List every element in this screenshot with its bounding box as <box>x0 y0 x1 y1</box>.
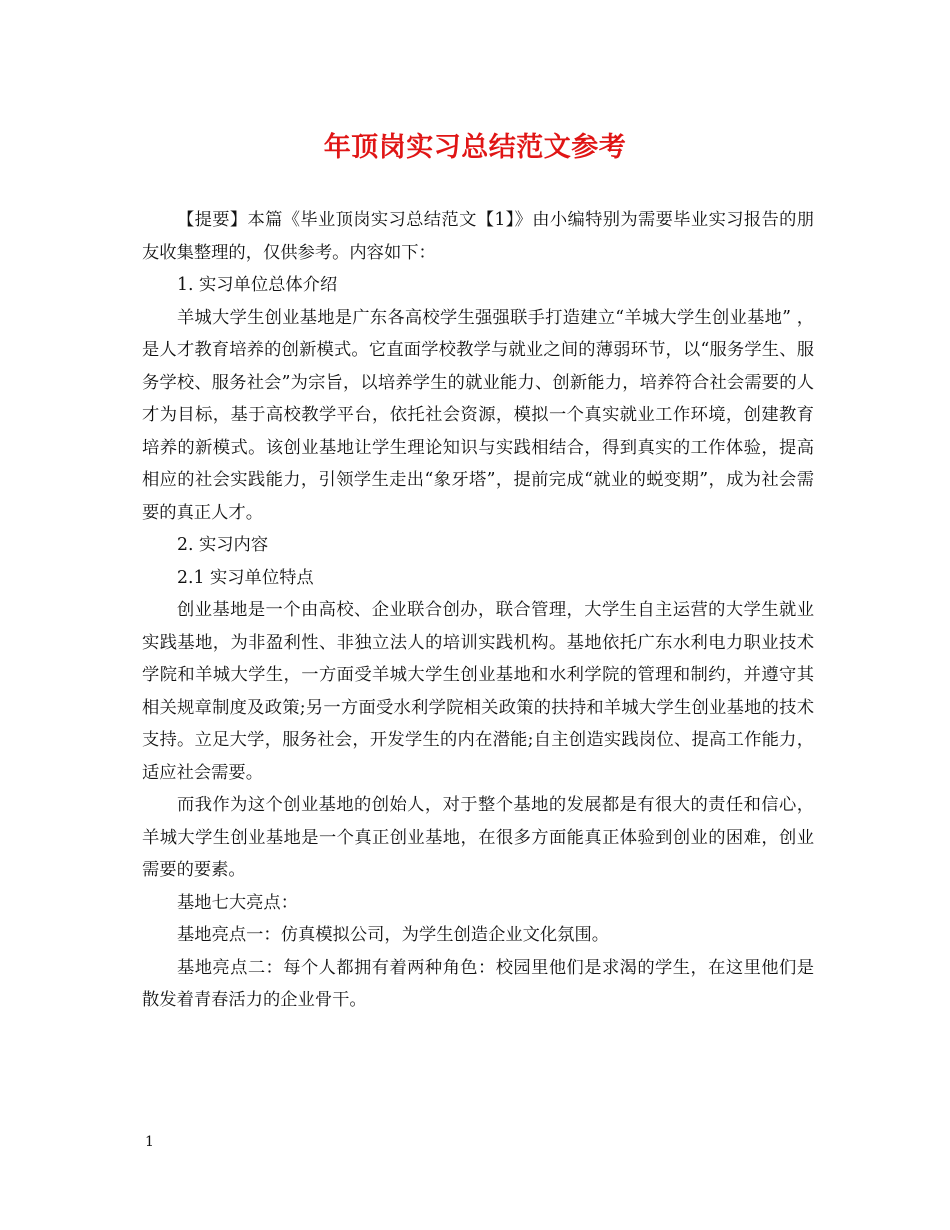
subsection-heading-2-1: 2.1 实习单位特点 <box>177 567 314 588</box>
paragraph-highlight-2: 基地亮点二：每个人都拥有着两种角色：校园里他们是求渴的学生，在这里他们是散发着青春活力的企业骨干。 <box>142 957 814 1010</box>
document-title: 年顶岗实习总结范文参考 <box>323 132 627 163</box>
paragraph-highlights-heading: 基地七大亮点： <box>177 892 298 913</box>
section-heading-1: 1. 实习单位总体介绍 <box>177 275 338 295</box>
paragraph-founder: 而我作为这个创业基地的创始人，对于整个基地的发展都是有很大的责任和信心，羊城大学生创业基地是一个真正创业基地，在很多方面能真正体验到创业的困难，创业需要的要素。 <box>142 795 814 880</box>
paragraph-abstract: 【提要】本篇《毕业顶岗实习总结范文【1】》由小编特别为需要毕业实习报告的朋友收集整理的，仅供参考。内容如下： <box>142 210 814 263</box>
document-body <box>142 204 814 1017</box>
paragraph-highlight-1: 基地亮点一：仿真模拟公司，为学生创造企业文化氛围。 <box>177 925 610 945</box>
page-number: 1 <box>145 1134 154 1150</box>
paragraph-unit-features: 创业基地是一个由高校、企业联合创办，联合管理，大学生自主运营的大学生就业实践基地，为非盈利性、非独立法人的培训实践机构。基地依托广东水利电力职业技术学院和羊城大学生，一方面受羊城大学生创业基地和水利学院的管理和制约，并遵守其相关规章制度及政策;另一方面受水利学院相关政策的扶持和羊城大学生创业基地的技术支持。立足大学，服务社会，开发学生的内在潜能;自主创造实践岗位、提高工作能力，适应社会需要。 <box>142 600 814 783</box>
paragraph-unit-introduction: 羊城大学生创业基地是广东各高校学生强强联手打造建立“羊城大学生创业基地” ，是人才教育培养的创新模式。它直面学校教学与就业之间的薄弱环节，以“服务学生、服务学校、服务社会”为宗旨，以培养学生的就业能力、创新能力，培养符合社会需要的人才为目标，基于高校教学平台，依托社会资源，模拟一个真实就业工作环境，创建教育培养的新模式。该创业基地让学生理论知识与实践相结合，得到真实的工作体验，提高相应的社会实践能力，引领学生走出“象牙塔”，提前完成“就业的蜕变期”，成为社会需要的真正人才。 <box>142 307 814 523</box>
section-heading-2: 2. 实习内容 <box>177 535 269 555</box>
